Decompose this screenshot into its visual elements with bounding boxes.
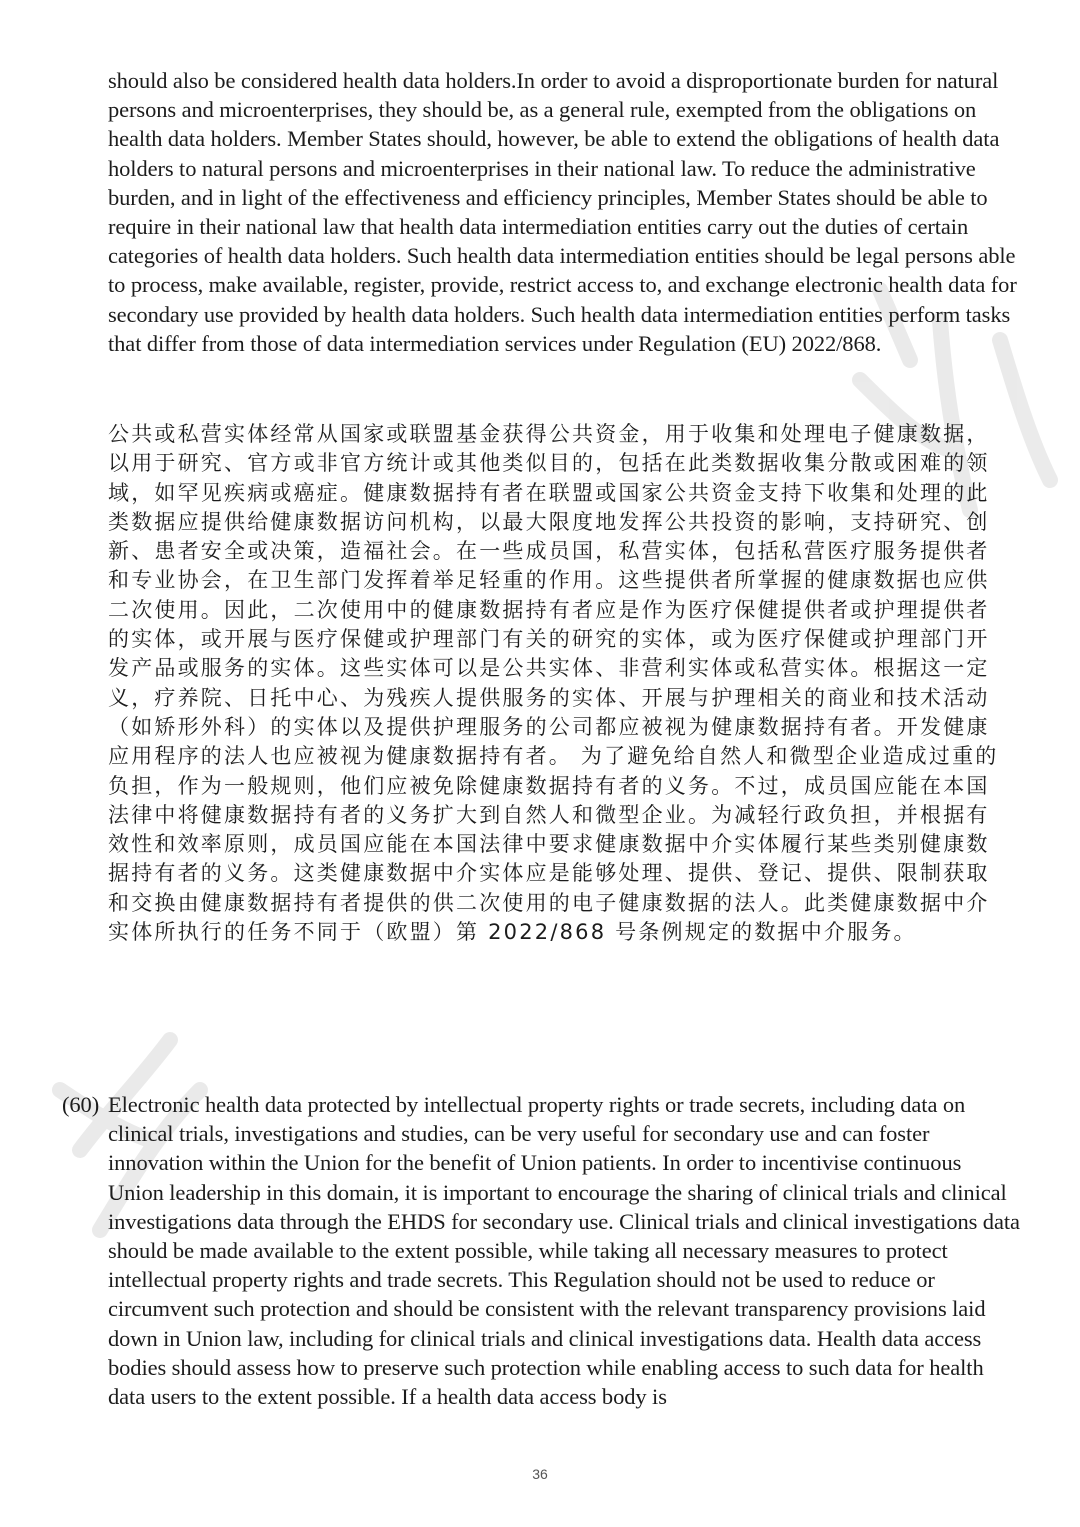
chinese-translation-paragraph	[108, 420, 1008, 947]
page-number: 36	[532, 1466, 548, 1482]
chinese-translation-text: 公共或私营实体经常从国家或联盟基金获得公共资金，用于收集和处理电子健康数据，以用于研究、官方或非官方统计或其他类似目的，包括在此类数据收集分散或困难的领域，如罕见疾病或癌症。健康数据持有者在联盟或国家公共资金支持下收集和处理的此类数据应提供给健康数据访问机构，以最大限度地发挥公共投资的影响，支持研究、创新、患者安全或决策，造福社会。在一些成员国，私营实体，包括私营医疗服务提供者和专业协会，在卫生部门发挥着举足轻重的作用。这些提供者所掌握的健康数据也应供二次使用。因此，二次使用中的健康数据持有者应是作为医疗保健提供者或护理提供者的实体，或开展与医疗保健或护理部门有关的研究的实体，或为医疗保健或护理部门开发产品或服务的实体。这些实体可以是公共实体、非营利实体或私营实体。根据这一定义，疗养院、日托中心、为残疾人提供服务的实体、开展与护理相关的商业和技术活动（如矫形外科）的实体以及提供护理服务的公司都应被视为健康数据持有者。开发健康应用程序的法人也应被视为健康数据持有者。 为了避免给自然人和微型企业造成过重的负担，作为一般规则，他们应被免除健康数据持有者的义务。不过，成员国应能在本国法律中将健康数据持有者的义务扩大到自然人和微型企业。为减轻行政负担，并根据有效性和效率原则，成员国应能在本国法律中要求健康数据中介实体履行某些类别健康数据持有者的义务。这类健康数据中介实体应是能够处理、提供、登记、提供、限制获取和交换由健康数据持有者提供的供二次使用的电子健康数据的法人。此类健康数据中介实体所执行的任务不同于（欧盟）第 2022/868 号条例规定的数据中介服务。	[108, 422, 999, 945]
recital-60-text: Electronic health data protected by intellectual property rights or trade secrets, including data on clinical trials, investigations and studies, can be very useful for secondary use and can foster innovation within the Union for the benefit of Union patients. In order to incentivise continuous Union leadership in this domain, it is important to encourage the sharing of clinical trials and clinical investigations data through the EHDS for secondary use. Clinical trials and clinical investigations data should be made available to the extent possible, while taking all necessary measures to protect intellectual property rights and trade secrets. This Regulation should not be used to reduce or circumvent such protection and should be consistent with the relevant transparency provisions laid down in Union law, including for clinical trials and clinical investigations data. Health data access bodies should assess how to preserve such protection while enabling access to such data for health data users to the extent possible. If a health data access body is	[108, 1092, 1020, 1410]
recital-number: (60)	[62, 1092, 100, 1117]
recital-60	[62, 1090, 1022, 1411]
english-continuation-text: should also be considered health data holders.In order to avoid a disproportionate burden for natural persons and microenterprises, they should be, as a general rule, exempted from the obligations on health data holders. Member States should, however, be able to extend the obligations of health data holders to natural persons and microenterprises in their national law. To reduce the administrative burden, and in light of the effectiveness and efficiency principles, Member States should be able to require in their national law that health data intermediation entities carry out the duties of certain categories of health data holders. Such health data intermediation entities should be legal persons able to process, make available, register, provide, restrict access to, and exchange electronic health data for secondary use provided by health data holders. Such health data intermediation entities perform tasks that differ from those of data intermediation services under Regulation (EU) 2022/868.	[108, 68, 1017, 356]
english-continuation-paragraph	[108, 66, 1028, 358]
